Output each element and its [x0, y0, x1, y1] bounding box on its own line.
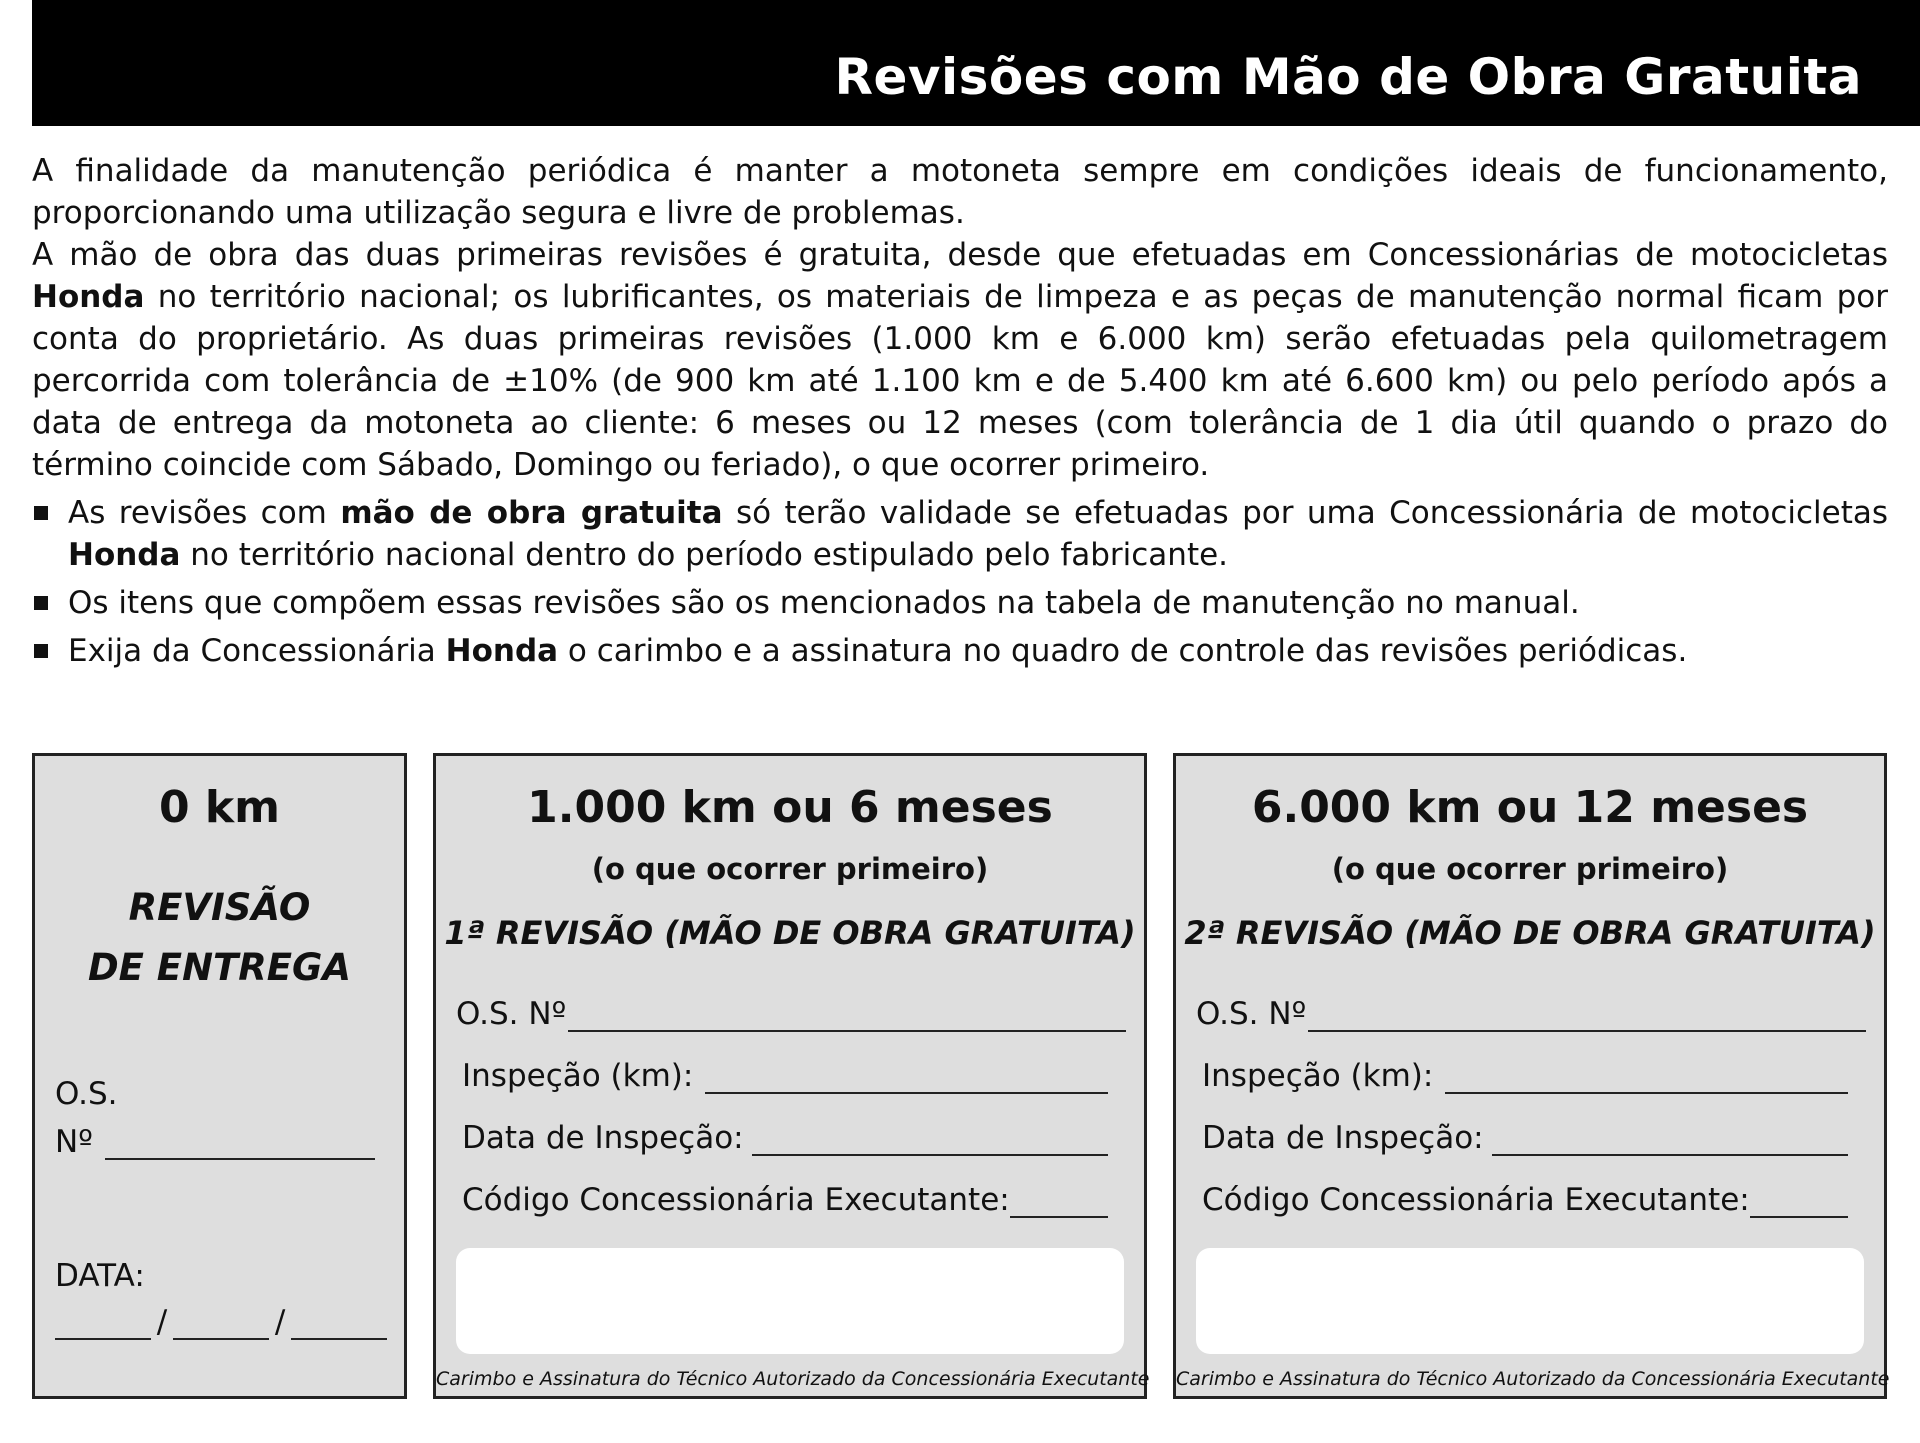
brand-name: Honda	[32, 279, 145, 315]
intro-paragraph: A finalidade da manutenção periódica é manter a motoneta sempre em condições ideais de funcionamento, proporcionando uma utilização segura e livre de problemas.	[32, 153, 1888, 231]
os-number-field[interactable]	[456, 996, 1126, 1032]
field-label: Código Concessionária Executante:	[462, 1182, 1010, 1218]
dealer-code-field[interactable]	[462, 1182, 1108, 1218]
title-banner	[32, 0, 1920, 126]
date-label: DATA:	[55, 1258, 145, 1294]
list-item	[32, 630, 1888, 672]
free-labor-paragraph	[32, 234, 1888, 486]
revision-title-line: DE ENTREGA	[87, 946, 352, 989]
bullet-list	[32, 492, 1888, 672]
field-label: Data de Inspeção:	[462, 1120, 744, 1156]
fill-line[interactable]	[1445, 1064, 1848, 1094]
fill-line[interactable]	[105, 1130, 375, 1160]
stamp-caption: Carimbo e Assinatura do Técnico Autorizado da Concessionária Executante	[1176, 1368, 1890, 1390]
os-label: O.S.	[55, 1076, 118, 1112]
list-item	[32, 492, 1888, 576]
stamp-signature-area[interactable]	[456, 1248, 1124, 1354]
inspection-km-field[interactable]	[1202, 1058, 1848, 1094]
inspection-date-field[interactable]	[462, 1120, 1108, 1156]
list-item	[32, 582, 1888, 624]
fill-line[interactable]	[1010, 1188, 1108, 1218]
fill-line[interactable]	[1492, 1126, 1848, 1156]
mileage-heading: 6.000 km ou 12 meses	[1251, 782, 1809, 833]
day-fill-line[interactable]	[55, 1310, 151, 1340]
stamp-signature-area[interactable]	[1196, 1248, 1864, 1354]
fill-line[interactable]	[1750, 1188, 1848, 1218]
inspection-km-field[interactable]	[462, 1058, 1108, 1094]
revision-title	[35, 878, 404, 998]
os-number-label: Nº	[55, 1124, 93, 1160]
brand-name: Honda	[445, 633, 559, 669]
field-label: O.S. Nº	[1196, 996, 1307, 1032]
date-field[interactable]	[55, 1304, 387, 1340]
bullet-text: só terão validade se efetuadas por uma Concessionária de motocicletas	[722, 495, 1889, 531]
field-label: O.S. Nº	[456, 996, 567, 1032]
inspection-date-field[interactable]	[1202, 1120, 1848, 1156]
fill-line[interactable]	[752, 1126, 1108, 1156]
square-bullet-icon	[34, 506, 48, 520]
delivery-revision-card	[32, 753, 407, 1399]
bullet-text: no território nacional dentro do período estipulado pelo fabricante.	[180, 537, 1229, 573]
field-label: Código Concessionária Executante:	[1202, 1182, 1750, 1218]
bold-text: mão de obra gratuita	[340, 495, 723, 531]
field-label: Inspeção (km):	[1202, 1058, 1434, 1094]
paragraph-text: A mão de obra das duas primeiras revisões é gratuita, desde que efetuadas em Concessionárias de motocicletas	[32, 237, 1888, 273]
body-text	[32, 150, 1888, 678]
brand-name: Honda	[68, 537, 181, 573]
os-number-field[interactable]	[1196, 996, 1866, 1032]
field-label: Inspeção (km):	[462, 1058, 694, 1094]
bullet-text: As revisões com	[68, 495, 341, 531]
fill-line[interactable]	[568, 1002, 1126, 1032]
os-number-field[interactable]	[55, 1124, 375, 1160]
revision-title-line: REVISÃO	[128, 886, 311, 929]
fill-line[interactable]	[705, 1064, 1108, 1094]
revision-title: 2ª REVISÃO (MÃO DE OBRA GRATUITA)	[1184, 914, 1876, 952]
second-revision-card	[1173, 753, 1890, 1399]
square-bullet-icon	[34, 644, 48, 658]
dealer-code-field[interactable]	[1202, 1182, 1848, 1218]
bullet-text: Exija da Concessionária	[68, 633, 446, 669]
bullet-text: Os itens que compõem essas revisões são os mencionados na tabela de manutenção no manual.	[68, 585, 1580, 621]
revision-title: 1ª REVISÃO (MÃO DE OBRA GRATUITA)	[444, 914, 1136, 952]
square-bullet-icon	[34, 596, 48, 610]
mileage-heading: 0 km	[158, 782, 281, 833]
subtitle: (o que ocorrer primeiro)	[591, 852, 989, 886]
field-label: Data de Inspeção:	[1202, 1120, 1484, 1156]
page-title: Revisões com Mão de Obra Gratuita	[834, 48, 1862, 106]
month-fill-line[interactable]	[173, 1310, 269, 1340]
first-revision-card	[433, 753, 1150, 1399]
stamp-caption: Carimbo e Assinatura do Técnico Autorizado da Concessionária Executante	[436, 1368, 1150, 1390]
mileage-heading: 1.000 km ou 6 meses	[527, 782, 1053, 833]
date-separator: /	[274, 1304, 286, 1340]
year-fill-line[interactable]	[291, 1310, 387, 1340]
date-separator: /	[156, 1304, 168, 1340]
bullet-text: o carimbo e a assinatura no quadro de controle das revisões periódicas.	[558, 633, 1688, 669]
fill-line[interactable]	[1308, 1002, 1866, 1032]
paragraph-text: no território nacional; os lubrificantes, os materiais de limpeza e as peças de manutenção normal ficam por conta do proprietário. As duas primeiras revisões (1.000 km e 6.000 km) serão efetuadas pela quilometragem percorrida com tolerância de ±10% (de 900 km até 1.100 km e de 5.400 km até 6.600 km) ou pelo período após a data de entrega da motoneta ao cliente: 6 meses ou 12 meses (com tolerância de 1 dia útil quando o prazo do término coincide com Sábado, Domingo ou feriado), o que ocorrer primeiro.	[32, 279, 1888, 483]
subtitle: (o que ocorrer primeiro)	[1331, 852, 1729, 886]
